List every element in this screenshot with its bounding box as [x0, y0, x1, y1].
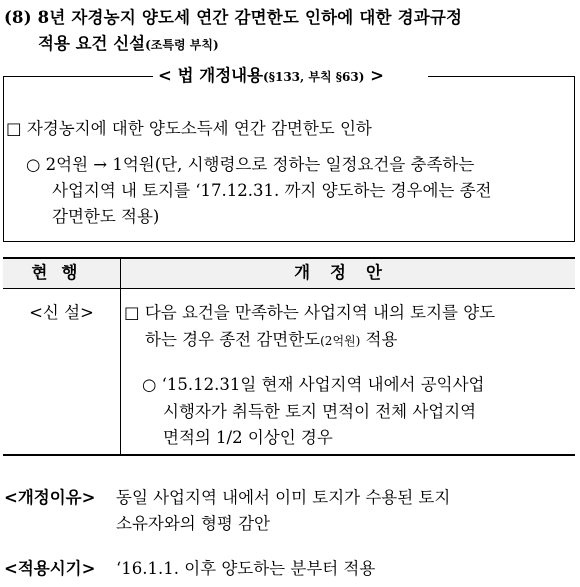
revised-line2: [145, 328, 397, 353]
cell-current-value: <신 설>: [29, 303, 94, 322]
reason-label: <개정이유>: [4, 488, 96, 507]
law-box-title-end: >: [364, 66, 384, 85]
law-box-item: □ 자경농지에 대한 양도소득세 연간 감면한도 인하: [6, 119, 372, 138]
revised-sub-line3: 면적의 1/2 이상인 경우: [163, 428, 333, 447]
header-current: 현행: [31, 263, 92, 282]
revised-line2-end: 적용: [360, 330, 398, 349]
section-heading-line1: (8) 8년 자경농지 양도세 연간 감면한도 인하에 대한 경과규정: [4, 8, 463, 27]
compare-table: [3, 257, 575, 456]
revised-line1: □ 다음 요건을 만족하는 사업지역 내의 토지를 양도: [124, 303, 496, 322]
section-heading-line2: [38, 32, 219, 57]
heading-main: 적용 요건 신설: [38, 34, 146, 53]
reason-line1: 동일 사업지역 내에서 이미 토지가 수용된 토지: [116, 488, 451, 507]
law-box-sub-line1: ○ 2억원 → 1억원(단, 시행령으로 정하는 일정요건을 충족하는: [26, 155, 475, 174]
revised-sub-line1: ○ ‘15.12.31일 현재 사업지역 내에서 공익사업: [142, 375, 485, 394]
timing-text: ‘16.1.1. 이후 양도하는 분부터 적용: [116, 559, 376, 578]
law-box-sub-line3: 감면한도 적용): [52, 207, 160, 226]
timing-label: <적용시기>: [4, 559, 96, 578]
table-column-divider: [120, 259, 121, 454]
revised-sub-line2: 시행자가 취득한 토지 면적이 전체 사업지역: [163, 402, 477, 421]
heading-small: (조특령 부칙): [145, 38, 219, 52]
law-box-title-small: (§133, 부칙 §63): [263, 70, 365, 84]
law-box-title-main: < 법 개정내용: [158, 66, 264, 85]
header-revised: 개정안: [294, 263, 402, 282]
law-box-sub-line2: 사업지역 내 토지를 ‘17.12.31. 까지 양도하는 경우에는 종전: [52, 181, 492, 200]
revised-line2-main: 하는 경우 종전 감면한도: [145, 330, 321, 349]
revised-line2-small: (2억원): [320, 334, 361, 348]
reason-line2: 소유자와의 형평 감안: [116, 514, 270, 533]
